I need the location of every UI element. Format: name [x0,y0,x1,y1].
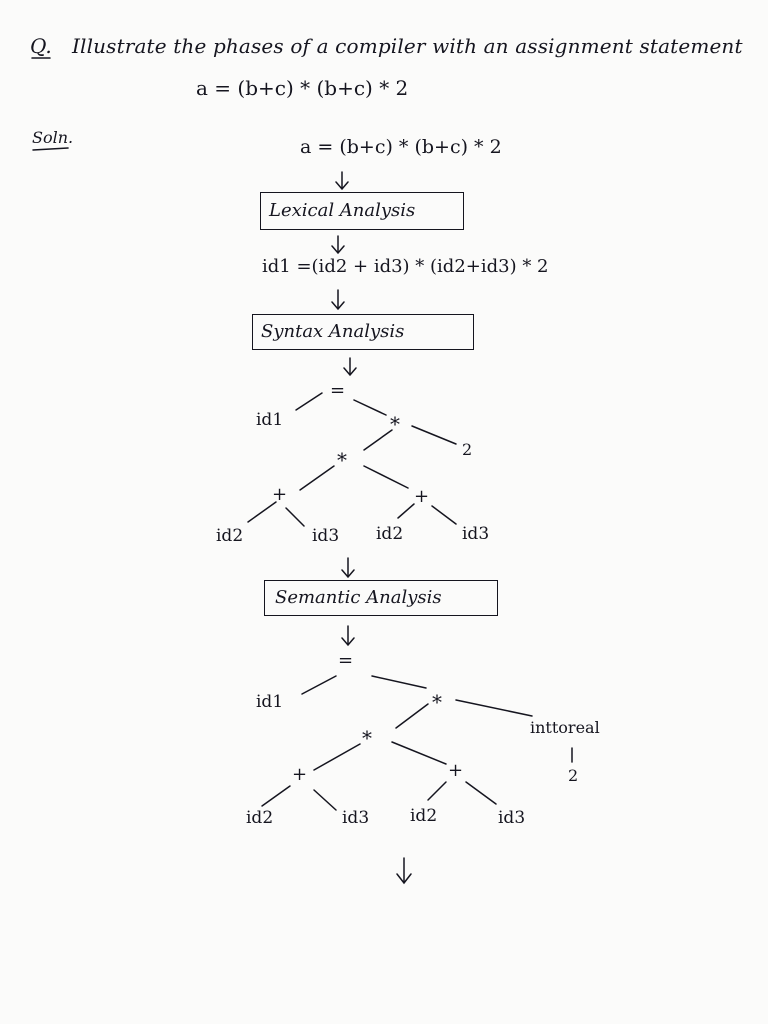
semantic-id1: id1 [256,692,284,712]
question-label: Q. [30,34,52,58]
syntax-analysis-label: Syntax Analysis [261,321,405,342]
syntax-leaf-id3-a: id3 [312,526,340,546]
input-expression: a = (b+c) * (b+c) * 2 [300,136,502,158]
syntax-plus-left: + [272,484,288,505]
semantic-root-equals: = [338,650,354,671]
syntax-mul-inner: * [337,448,347,472]
semantic-plus-left: + [292,764,308,785]
semantic-mul-top: * [432,690,442,714]
lexical-analysis-box [260,192,464,230]
token-stream: id1 =(id2 + id3) * (id2+id3) * 2 [262,256,549,277]
syntax-const-2: 2 [462,440,473,459]
syntax-mul-top: * [390,412,400,436]
semantic-plus-right: + [448,760,464,781]
syntax-id1: id1 [256,410,284,430]
semantic-mul-inner: * [362,726,372,750]
semantic-analysis-label: Semantic Analysis [275,587,442,608]
syntax-plus-right: + [414,486,430,507]
syntax-leaf-id3-b: id3 [462,524,490,544]
question-text: Illustrate the phases of a compiler with an assignment statement [72,34,743,58]
syntax-leaf-id2-a: id2 [216,526,244,546]
question-expression: a = (b+c) * (b+c) * 2 [196,76,409,100]
solution-label: Soln. [32,128,74,147]
semantic-analysis-box [264,580,498,616]
semantic-leaf-id2-b: id2 [410,806,438,826]
semantic-leaf-id3-a: id3 [342,808,370,828]
semantic-leaf-id2-a: id2 [246,808,274,828]
lexical-analysis-label: Lexical Analysis [269,200,416,221]
semantic-inttoreal: inttoreal [530,718,600,737]
semantic-leaf-id3-b: id3 [498,808,526,828]
syntax-leaf-id2-b: id2 [376,524,404,544]
syntax-root-equals: = [330,380,346,401]
semantic-const-2: 2 [568,766,579,785]
syntax-analysis-box [252,314,474,350]
